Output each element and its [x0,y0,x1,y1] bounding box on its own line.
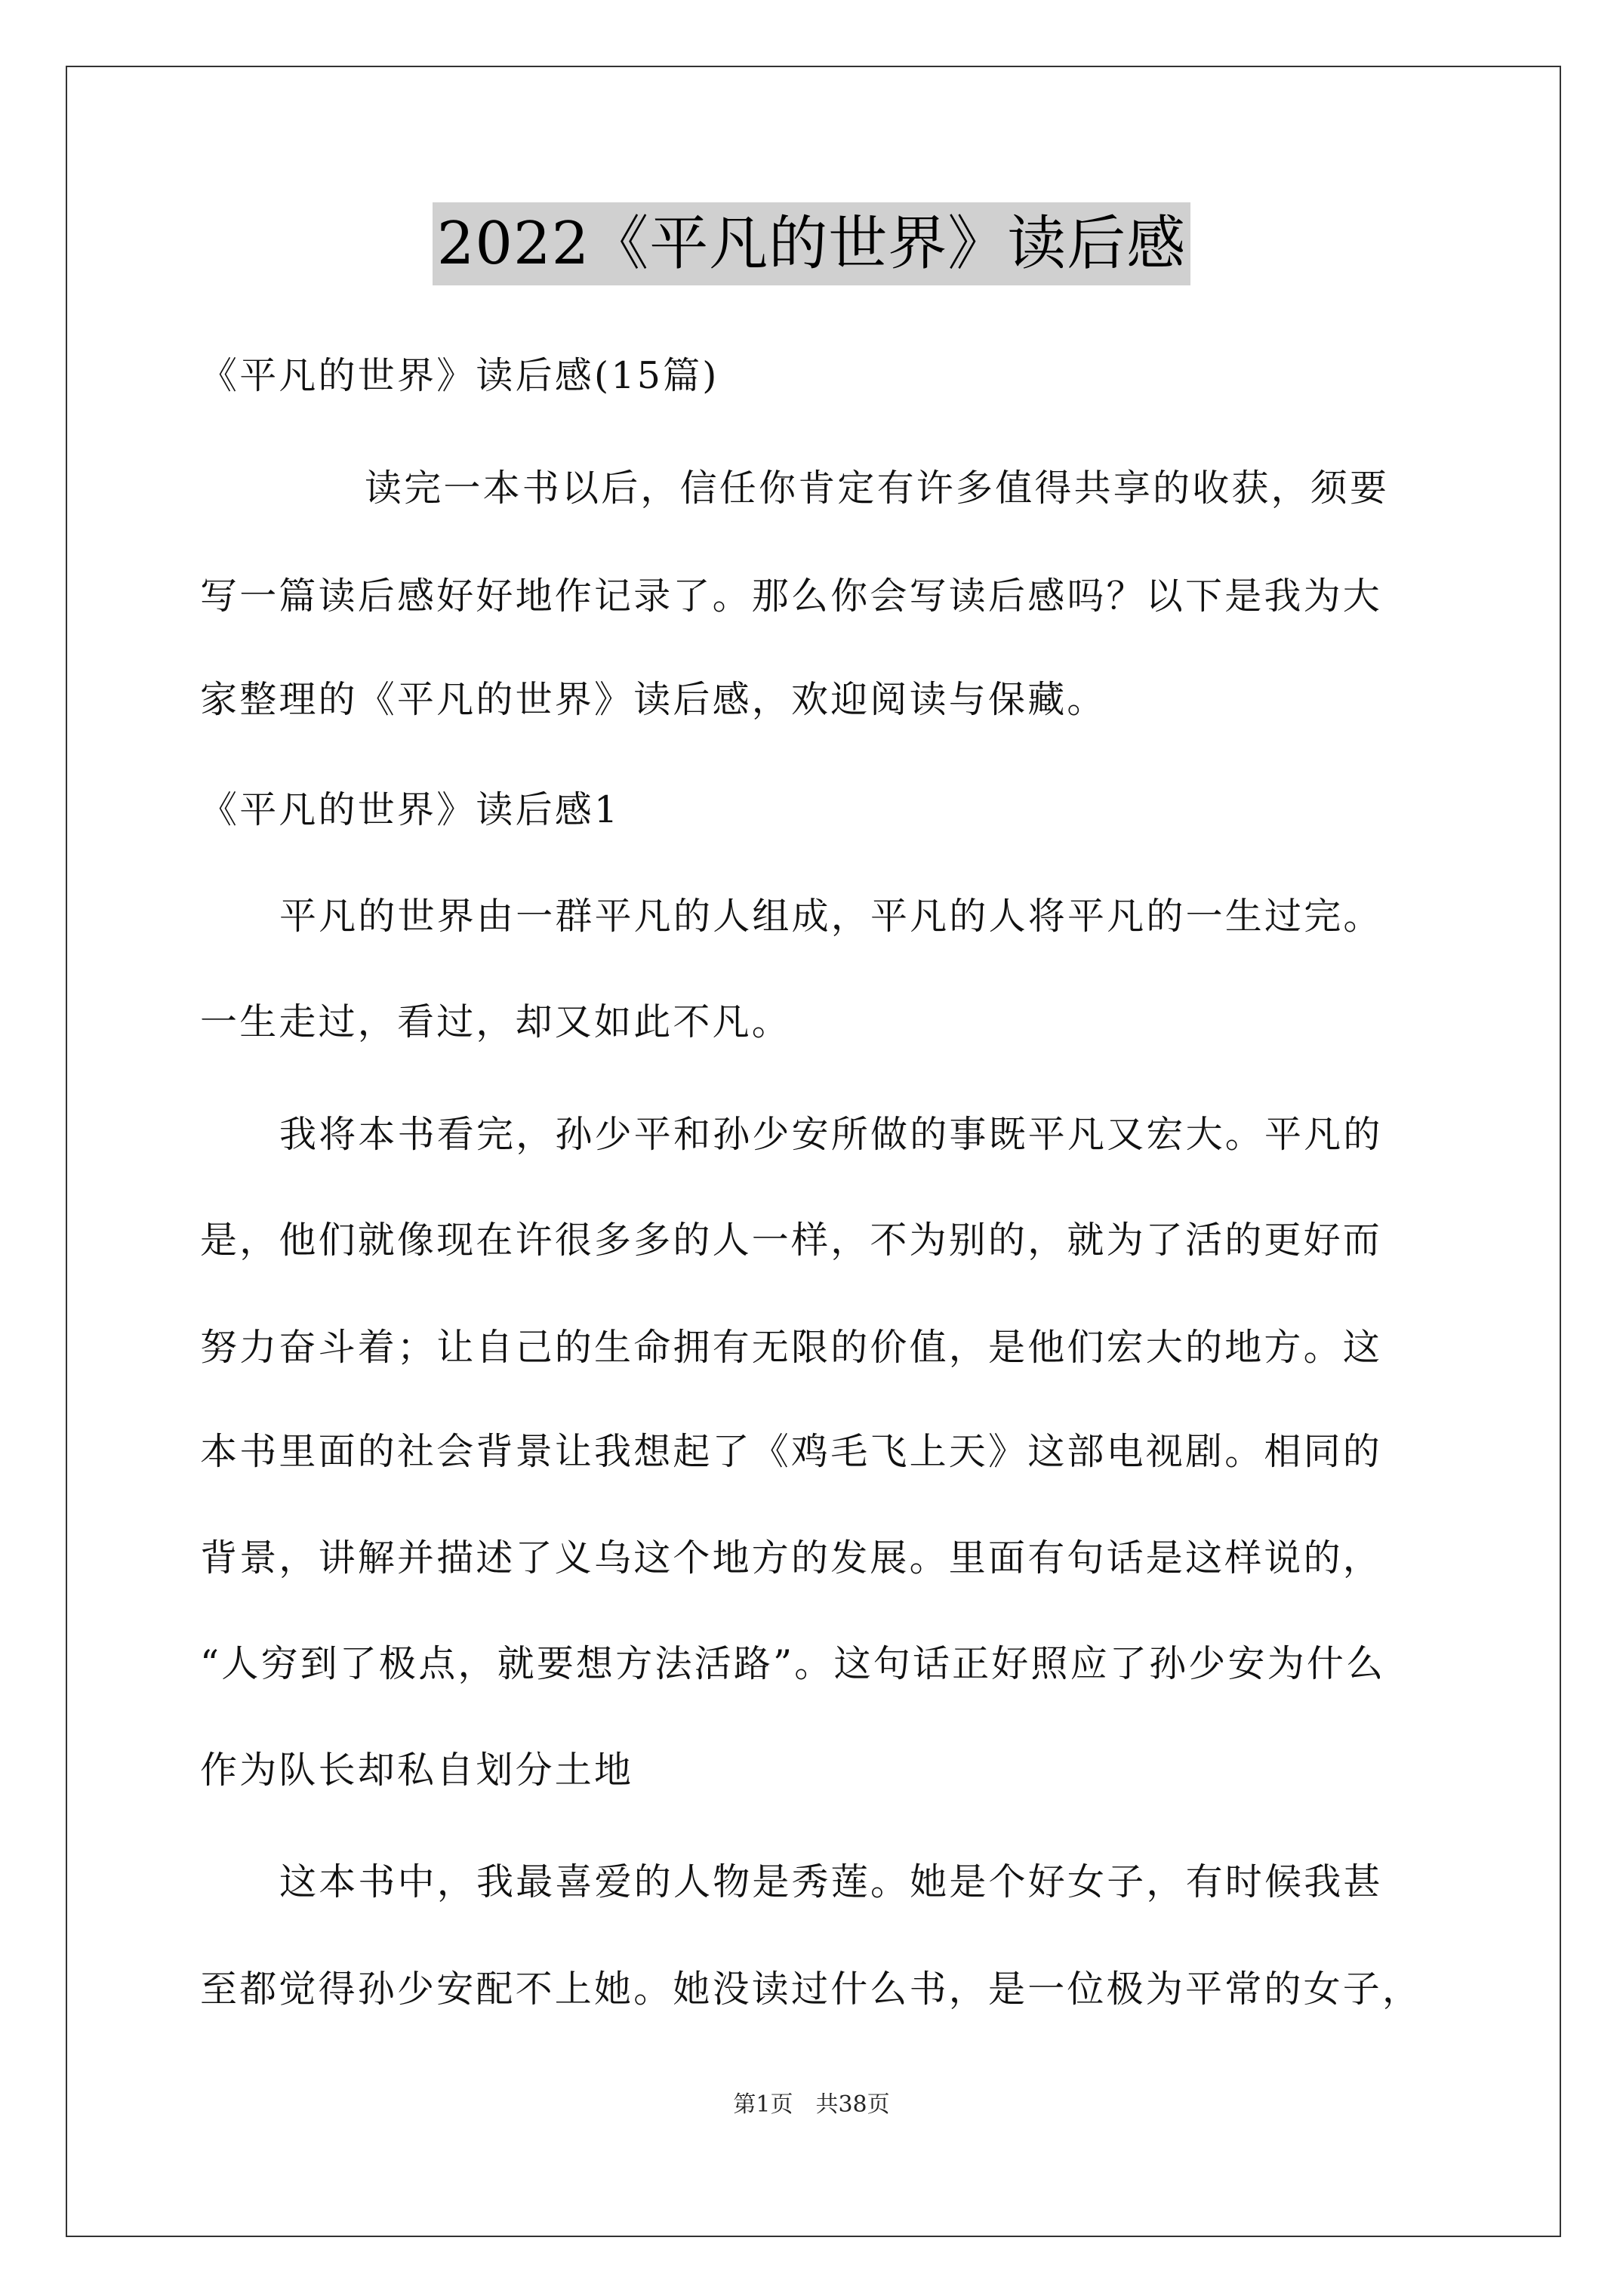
paragraph-line: 这本书中，我最喜爱的人物是秀莲。她是个好女子，有时候我甚 [279,1860,1383,1903]
paragraph-line: 努力奋斗着；让自己的生命拥有无限的价值，是他们宏大的地方。这 [200,1326,1383,1369]
paragraph-line: 作为队长却私自划分土地 [200,1749,634,1792]
paragraph-line: 背景，讲解并描述了义乌这个地方的发展。里面有句话是这样说的， [200,1536,1383,1579]
paragraph-line: 一生走过，看过，却又如此不凡。 [200,1000,792,1043]
paragraph-line: 本书里面的社会背景让我想起了《鸡毛飞上天》这部电视剧。相同的 [200,1430,1383,1473]
paragraph-line: 家整理的《平凡的世界》读后感，欢迎阅读与保藏。 [200,678,1107,721]
page-footer: 第1页 共38页 [733,2091,890,2118]
paragraph-line: 我将本书看完，孙少平和孙少安所做的事既平凡又宏大。平凡的 [279,1113,1383,1156]
subtitle: 《平凡的世界》读后感(15篇) [200,354,719,397]
paragraph-line: 写一篇读后感好好地作记录了。那么你会写读后感吗？以下是我为大 [200,575,1383,618]
section-heading: 《平凡的世界》读后感1 [200,788,621,831]
paragraph-line: 至都觉得孙少安配不上她。她没读过什么书，是一位极为平常的女子， [200,1968,1422,2011]
paragraph-line: “人穷到了极点，就要想方法活路”。这句话正好照应了孙少安为什么 [200,1642,1386,1685]
title-container [0,202,1623,285]
paragraph-line: 读完一本书以后，信任你肯定有许多值得共享的收获，须要 [365,467,1390,510]
paragraph-line: 平凡的世界由一群平凡的人组成，平凡的人将平凡的一生过完。 [279,895,1383,938]
paragraph-line: 是，他们就像现在许很多多的人一样，不为别的，就为了活的更好而 [200,1219,1383,1262]
document-title: 2022《平凡的世界》读后感 [433,202,1191,285]
